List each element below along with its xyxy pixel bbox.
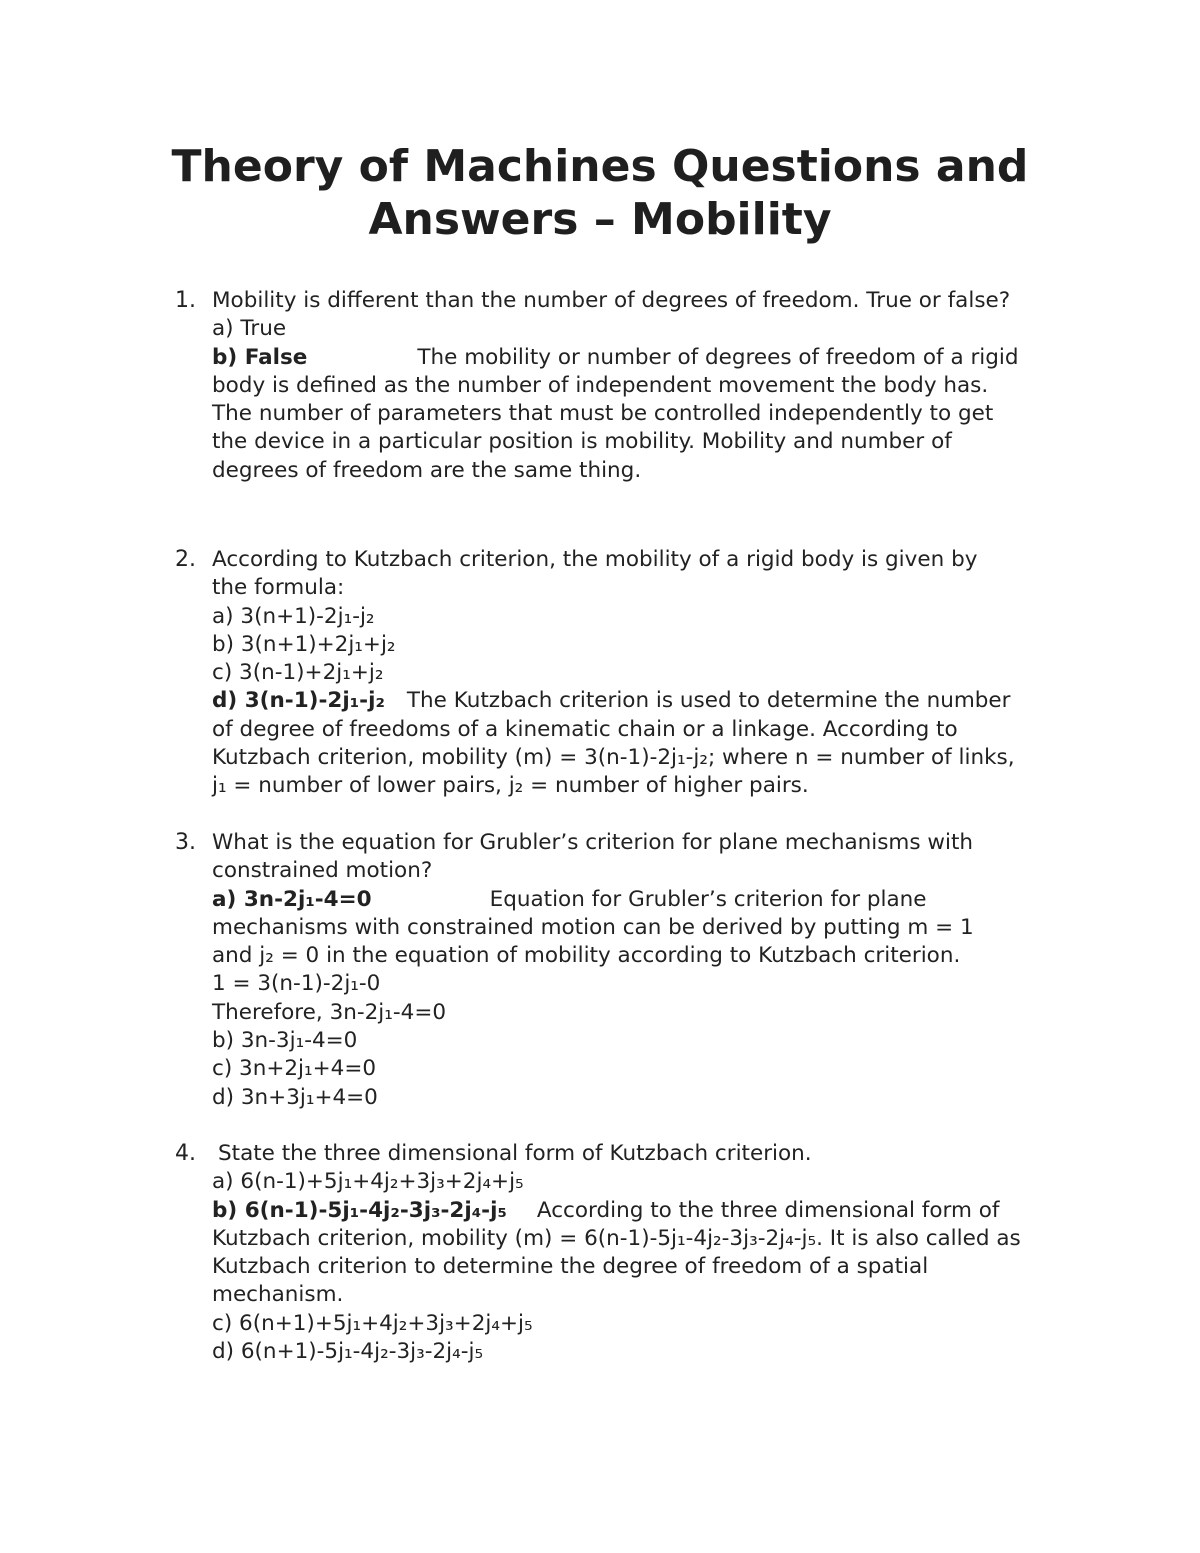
explanation-line: Equation for Grubler’s criterion for plane — [489, 886, 927, 912]
title-line-1: Theory of Machines Questions and — [171, 141, 1029, 192]
explanation-line: The mobility or number of degrees of freedom of a rigid — [417, 344, 1019, 370]
question-body — [212, 546, 1092, 801]
option-c: c) 6(n+1)+5j₁+4j₂+3j₃+2j₄+j₅ — [212, 1310, 533, 1336]
explanation-line: of degree of freedoms of a kinematic chain or a linkage. According to — [212, 716, 958, 742]
option-c: c) 3(n-1)+2j₁+j₂ — [212, 660, 384, 686]
explanation-line: degrees of freedom are the same thing. — [212, 457, 642, 483]
option-a: a) True — [212, 316, 287, 342]
explanation-line: Therefore, 3n-2j₁-4=0 — [212, 999, 447, 1025]
option-b: b) 3(n+1)+2j₁+j₂ — [212, 631, 396, 657]
option-c: c) 3n+2j₁+4=0 — [212, 1056, 377, 1082]
question-body — [212, 1140, 1092, 1366]
question-text: constrained motion? — [212, 858, 433, 884]
explanation-line: According to the three dimensional form of — [536, 1197, 1000, 1223]
option-b: b) 3n-3j₁-4=0 — [212, 1028, 358, 1054]
question-text: Mobility is different than the number of degrees of freedom. True or false? — [212, 288, 1011, 313]
question-number: 2. — [175, 547, 196, 572]
option-d: d) 6(n+1)-5j₁-4j₂-3j₃-2j₄-j₅ — [212, 1339, 484, 1365]
question-body — [212, 287, 1092, 485]
page-title — [0, 140, 1200, 246]
correct-answer: d) 3(n-1)-2j₁-j₂ — [212, 688, 385, 714]
option-d: d) 3n+3j₁+4=0 — [212, 1084, 378, 1110]
question-text: What is the equation for Grubler’s criterion for plane mechanisms with — [212, 830, 974, 855]
option-a: a) 6(n-1)+5j₁+4j₂+3j₃+2j₄+j₅ — [212, 1169, 524, 1195]
explanation-line: Kutzbach criterion to determine the degree of freedom of a spatial — [212, 1254, 929, 1280]
question-number: 3. — [175, 830, 196, 855]
explanation-line: j₁ = number of lower pairs, j₂ = number of higher pairs. — [212, 773, 809, 799]
question-text: the formula: — [212, 575, 345, 601]
question-number: 4. — [175, 1141, 196, 1166]
option-a: a) 3(n+1)-2j₁-j₂ — [212, 603, 375, 629]
question-number: 1. — [175, 288, 196, 313]
explanation-line: mechanisms with constrained motion can be derived by putting m = 1 — [212, 914, 974, 940]
title-line-2: Answers – Mobility — [368, 194, 832, 245]
explanation-line: The number of parameters that must be controlled independently to get — [212, 401, 994, 427]
explanation-line: body is defined as the number of independent movement the body has. — [212, 372, 989, 398]
explanation-line: and j₂ = 0 in the equation of mobility according to Kutzbach criterion. — [212, 943, 961, 969]
correct-answer: a) 3n-2j₁-4=0 — [212, 886, 372, 912]
correct-answer: b) False — [212, 344, 308, 370]
explanation-line: Kutzbach criterion, mobility (m) = 3(n-1)-2j₁-j₂; where n = number of links, — [212, 745, 1015, 771]
explanation-line: mechanism. — [212, 1282, 344, 1308]
explanation-line: Kutzbach criterion, mobility (m) = 6(n-1)-5j₁-4j₂-3j₃-2j₄-j₅. It is also called as — [212, 1225, 1021, 1251]
explanation-line: the device in a particular position is mobility. Mobility and number of — [212, 429, 952, 455]
question-body — [212, 829, 1092, 1112]
question-text: According to Kutzbach criterion, the mobility of a rigid body is given by — [212, 547, 978, 572]
correct-answer: b) 6(n-1)-5j₁-4j₂-3j₃-2j₄-j₅ — [212, 1197, 507, 1223]
question-text: State the three dimensional form of Kutzbach criterion. — [218, 1141, 812, 1166]
explanation-line: The Kutzbach criterion is used to determine the number — [406, 688, 1011, 714]
explanation-line: 1 = 3(n-1)-2j₁-0 — [212, 971, 381, 997]
